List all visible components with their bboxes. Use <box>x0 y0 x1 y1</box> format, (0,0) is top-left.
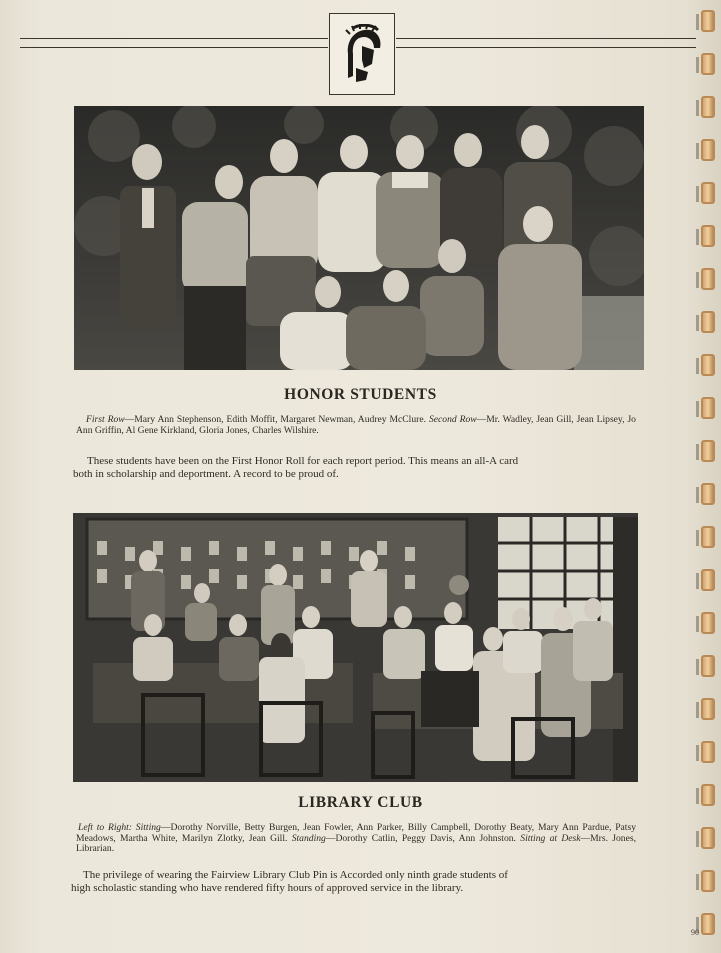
honor-students-title: HONOR STUDENTS <box>284 386 437 403</box>
library-club-title: LIBRARY CLUB <box>298 794 423 811</box>
library-club-photo <box>73 513 638 782</box>
bulletin-clipping <box>349 547 359 561</box>
binding-ring <box>701 870 715 892</box>
binding-hole <box>696 831 699 847</box>
binding-hole <box>696 14 699 30</box>
caption-names-desk: —Mrs. Jones, Librarian. <box>76 832 636 854</box>
bulletin-clipping <box>321 541 331 555</box>
bulletin-clipping <box>125 547 135 561</box>
page-number: 90 <box>691 928 699 937</box>
honor-students-photo <box>74 106 644 370</box>
binding-ring <box>701 182 715 204</box>
binding-ring <box>701 268 715 290</box>
binding-ring <box>701 741 715 763</box>
binding-ring <box>701 53 715 75</box>
library-club-description: The privilege of wearing the Fairview Library Club Pin is Accorded only ninth grade students of high scholastic standing who have rendered fifty hours of approved service in the library. <box>71 869 508 894</box>
honor-students-caption <box>76 415 636 436</box>
binding-hole <box>696 874 699 890</box>
binding-hole <box>696 573 699 589</box>
honor-students-description: These students have been on the First Honor Roll for each report period. This means an all-A card both in scholarship and deportment. A record to be proud of. <box>73 455 519 480</box>
binding-ring <box>701 913 715 935</box>
binding-ring <box>701 311 715 333</box>
binding-hole <box>696 229 699 245</box>
spartan-helmet-icon <box>329 13 395 95</box>
binding-ring <box>701 655 715 677</box>
binding-hole <box>696 100 699 116</box>
binding-hole <box>696 659 699 675</box>
header-rule-top-right <box>396 38 696 39</box>
bulletin-clipping <box>209 541 219 555</box>
binding-ring <box>701 225 715 247</box>
bulletin-clipping <box>153 541 163 555</box>
caption-label-standing: Standing <box>291 832 326 844</box>
header-rule-bottom-right <box>396 47 696 48</box>
binding-hole <box>696 186 699 202</box>
bulletin-clipping <box>405 575 415 589</box>
header-rule-bottom <box>20 47 328 48</box>
caption-label-second-row: Second Row <box>428 414 477 425</box>
bulletin-clipping <box>237 575 247 589</box>
binding-ring <box>701 139 715 161</box>
binding-ring <box>701 569 715 591</box>
binding-hole <box>696 530 699 546</box>
bulletin-clipping <box>293 575 303 589</box>
caption-names-first-row: —Mary Ann Stephenson, Edith Moffit, Margaret Newman, Audrey McClure. <box>124 414 426 425</box>
binding-hole <box>696 143 699 159</box>
bulletin-clipping <box>405 547 415 561</box>
caption-names-standing: —Dorothy Catlin, Peggy Davis, Ann Johnston. <box>325 832 516 844</box>
binding-ring <box>701 483 715 505</box>
binding-hole <box>696 745 699 761</box>
bulletin-clipping <box>293 547 303 561</box>
binding-ring <box>701 827 715 849</box>
bulletin-clipping <box>97 541 107 555</box>
bulletin-clipping <box>377 541 387 555</box>
bulletin-clipping <box>181 575 191 589</box>
caption-names-second-row: —Mr. Wadley, Jean Gill, Jean Lipsey, Jo Ann Griffin, Al Gene Kirkland, Gloria Jones, Charles Wilshire. <box>76 414 636 436</box>
binding-ring <box>701 96 715 118</box>
bulletin-clipping <box>209 569 219 583</box>
binding-ring <box>701 526 715 548</box>
caption-names-sitting: —Dorothy Norville, Betty Burgen, Jean Fowler, Ann Parker, Billy Campbell, Dorothy Beaty, Mary Ann Pardue, Patsy Meadows, Martha White, Marilyn Zlotky, Jean Gill. <box>76 822 637 844</box>
binding-hole <box>696 315 699 331</box>
binding-ring <box>701 440 715 462</box>
binding-hole <box>696 272 699 288</box>
binding-hole <box>696 358 699 374</box>
library-club-caption <box>76 823 636 855</box>
bulletin-clipping <box>97 569 107 583</box>
binding-ring <box>701 10 715 32</box>
caption-label-sitting: Left to Right: Sitting <box>78 822 161 833</box>
binding-hole <box>696 57 699 73</box>
binding-hole <box>696 616 699 632</box>
binding-ring <box>701 698 715 720</box>
caption-label-desk: Sitting at Desk <box>520 832 581 844</box>
bulletin-clipping <box>265 541 275 555</box>
bulletin-clipping <box>321 569 331 583</box>
binding-hole <box>696 444 699 460</box>
binding-hole <box>696 702 699 718</box>
caption-label-first-row: First Row <box>86 414 125 425</box>
binding-ring <box>701 612 715 634</box>
bulletin-clipping <box>181 547 191 561</box>
binding-ring <box>701 354 715 376</box>
binding-hole <box>696 487 699 503</box>
bulletin-clipping <box>237 547 247 561</box>
header-rule-top <box>20 38 328 39</box>
